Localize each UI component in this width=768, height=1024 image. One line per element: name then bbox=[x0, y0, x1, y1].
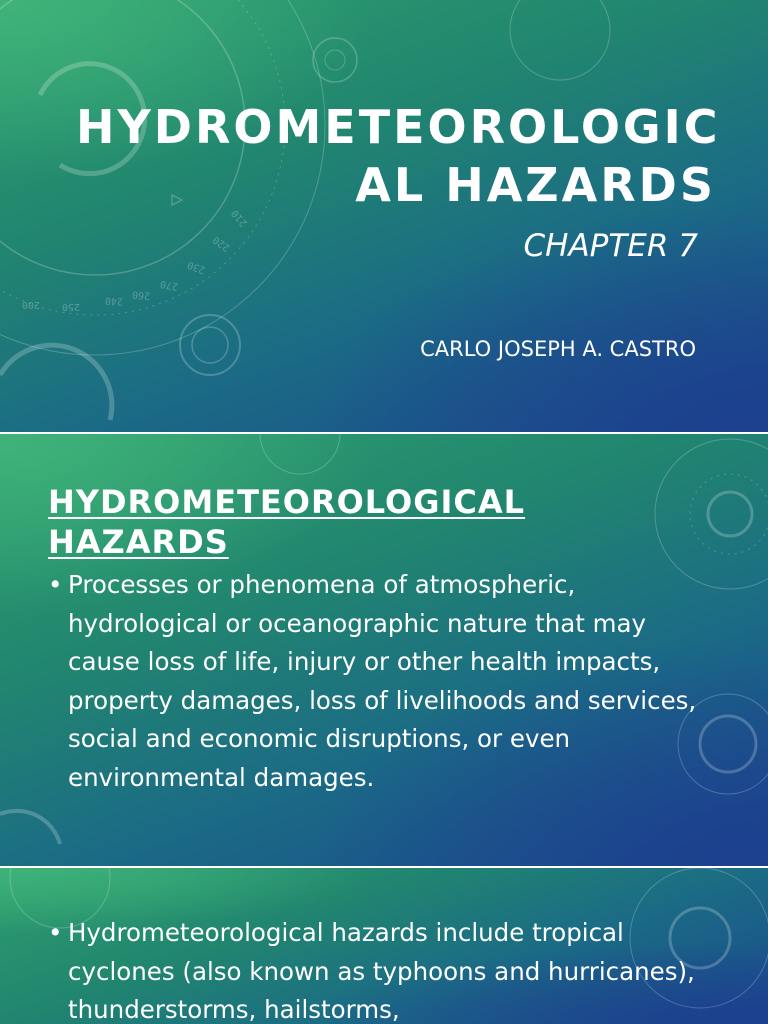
dial-number: 270 bbox=[159, 277, 180, 292]
dial-number: 200 bbox=[21, 299, 40, 310]
bullet-marker: • bbox=[48, 570, 63, 599]
dial-number: 230 bbox=[186, 258, 207, 276]
title-slide bbox=[0, 0, 768, 432]
definition-slide bbox=[0, 434, 768, 866]
author-name: CARLO JOSEPH A. CASTRO bbox=[420, 337, 696, 361]
dial-number: 250 bbox=[61, 301, 80, 312]
dial-number: 210 bbox=[229, 207, 250, 229]
bullet-point bbox=[48, 566, 718, 797]
slide-title: HYDROMETEOROLOGIC AL HAZARDS bbox=[76, 100, 721, 212]
dial-number: 220 bbox=[211, 233, 233, 254]
examples-slide bbox=[0, 868, 768, 1024]
dial-number: 260 bbox=[131, 288, 151, 301]
bullet-point bbox=[48, 914, 718, 1024]
bullet-text: Processes or phenomena of atmospheric, hydrological or oceanographic nature that may cause loss of life, injury or other health impacts, property damages, loss of livelihoods and services, social and economic disruptions, or even environmental damages. bbox=[68, 570, 697, 792]
bullet-marker: • bbox=[48, 918, 63, 947]
decorative-circles-graphic bbox=[0, 0, 768, 432]
dial-number: 240 bbox=[104, 294, 124, 307]
bullet-text: Hydrometeorological hazards include tropical cyclones (also known as typhoons and hurricanes), thunderstorms, hailstorms, bbox=[68, 918, 695, 1024]
section-heading: HYDROMETEOROLOGICAL HAZARDS bbox=[48, 483, 526, 561]
slide-subtitle: CHAPTER 7 bbox=[523, 228, 698, 264]
